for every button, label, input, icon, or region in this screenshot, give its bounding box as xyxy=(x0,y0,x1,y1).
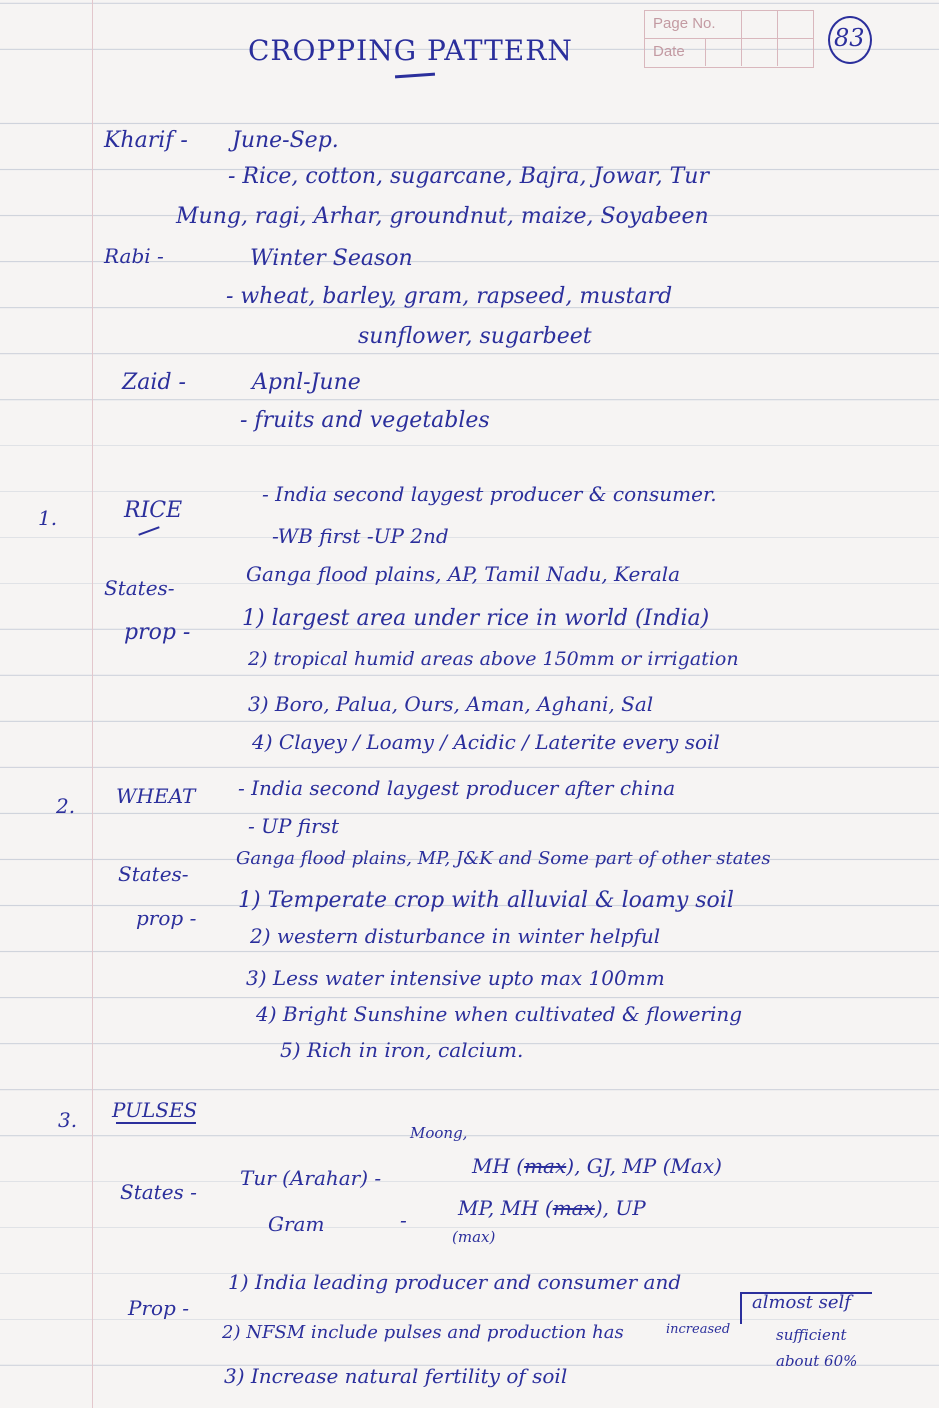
tur-states-part-a: MH ( xyxy=(472,1154,525,1178)
date-row xyxy=(645,39,813,66)
gram-strikethrough: max xyxy=(552,1196,595,1220)
pulses-prop-label: Prop - xyxy=(128,1296,189,1320)
rabi-crops-line-1: - wheat, barley, gram, rapseed, mustard xyxy=(226,284,673,309)
box-divider xyxy=(741,39,742,66)
wheat-prop-3: 3) Less water intensive upto max 100mm xyxy=(246,966,665,990)
rice-fact-2: -WB first -UP 2nd xyxy=(272,524,449,548)
box-divider xyxy=(741,11,742,38)
pulses-prop-1-side: almost self xyxy=(752,1292,851,1313)
tur-states-part-b: ), GJ, MP (Max) xyxy=(566,1154,722,1178)
wheat-prop-4: 4) Bright Sunshine when cultivated & flowering xyxy=(256,1002,743,1026)
pulses-prop-1: 1) India leading producer and consumer and xyxy=(228,1270,682,1294)
rice-prop-label: prop - xyxy=(124,620,191,645)
kharif-crops-line-2: Mung, ragi, Arhar, groundnut, maize, Soyabeen xyxy=(176,204,709,229)
rice-prop-1: 1) largest area under rice in world (India) xyxy=(242,606,710,631)
wheat-fact-1: - India second laygest producer after china xyxy=(238,776,676,800)
page-title: CROPPING PATTERN xyxy=(248,34,573,67)
box-divider xyxy=(705,39,706,66)
page-info-box xyxy=(644,10,814,68)
gram-states-part-a: MP, MH ( xyxy=(458,1196,553,1220)
pulses-gram-dash: - xyxy=(400,1208,407,1232)
wheat-fact-2: - UP first xyxy=(248,814,339,838)
rabi-label: Rabi - xyxy=(104,244,164,268)
pulses-prop-2-side-1: sufficient xyxy=(776,1326,847,1344)
page-number: 83 xyxy=(834,24,865,52)
rice-states: Ganga flood plains, AP, Tamil Nadu, Kerala xyxy=(246,562,681,586)
rice-prop-2: 2) tropical humid areas above 150mm or irrigation xyxy=(248,648,739,670)
wheat-prop-5: 5) Rich in iron, calcium. xyxy=(280,1038,524,1062)
kharif-label: Kharif - xyxy=(104,128,188,153)
rice-fact-1: - India second laygest producer & consumer. xyxy=(262,482,717,506)
pulses-prop-2: 2) NFSM include pulses and production has xyxy=(222,1322,624,1343)
pulses-heading-underline xyxy=(116,1122,196,1124)
box-divider xyxy=(777,11,778,38)
rice-states-label: States- xyxy=(104,576,175,600)
page-no-label: Page No. xyxy=(653,15,716,32)
pulses-moong-note: Moong, xyxy=(410,1124,468,1142)
kharif-crops-line-1: - Rice, cotton, sugarcane, Bajra, Jowar, Tur xyxy=(228,164,709,189)
rabi-period: Winter Season xyxy=(250,246,413,271)
gram-states-part-b: ), UP xyxy=(594,1196,646,1220)
margin-line xyxy=(92,0,93,1408)
wheat-prop-label: prop - xyxy=(136,906,197,930)
pulses-gram-max-note: (max) xyxy=(452,1228,496,1246)
kharif-period: June-Sep. xyxy=(232,128,339,153)
wheat-prop-1: 1) Temperate crop with alluvial & loamy soil xyxy=(238,888,734,913)
pulses-prop-2-side-2: about 60% xyxy=(776,1352,858,1370)
rice-number: 1. xyxy=(38,506,58,530)
rice-heading-underline xyxy=(138,526,159,535)
pulses-gram-states xyxy=(458,1196,646,1220)
wheat-prop-2: 2) western disturbance in winter helpful xyxy=(250,924,661,948)
box-divider xyxy=(777,39,778,66)
title-underline xyxy=(395,73,435,79)
wheat-number: 2. xyxy=(56,794,76,818)
pulses-prop-3: 3) Increase natural fertility of soil xyxy=(224,1364,568,1388)
pulses-gram-label: Gram xyxy=(268,1212,325,1236)
zaid-label: Zaid - xyxy=(122,370,186,395)
pulses-prop-2-note: increased xyxy=(666,1322,731,1337)
page-number-circle xyxy=(828,16,872,64)
pulses-tur-states xyxy=(472,1154,722,1178)
rabi-crops-line-2: sunflower, sugarbeet xyxy=(358,324,592,349)
wheat-states: Ganga flood plains, MP, J&K and Some part of other states xyxy=(236,848,771,869)
date-label: Date xyxy=(653,43,685,60)
page-no-row xyxy=(645,11,813,39)
zaid-period: Apnl-June xyxy=(252,370,361,395)
pulses-states-label: States - xyxy=(120,1180,197,1204)
tur-strikethrough: max xyxy=(524,1154,567,1178)
rice-heading: RICE xyxy=(124,498,183,523)
pulses-heading: PULSES xyxy=(112,1098,198,1122)
wheat-states-label: States- xyxy=(118,862,189,886)
pulses-number: 3. xyxy=(58,1108,78,1132)
rice-prop-3: 3) Boro, Palua, Ours, Aman, Aghani, Sal xyxy=(248,692,654,716)
rice-prop-4: 4) Clayey / Loamy / Acidic / Laterite every soil xyxy=(252,730,720,754)
pulses-tur-label: Tur (Arahar) - xyxy=(240,1166,382,1190)
wheat-heading: WHEAT xyxy=(116,784,196,808)
zaid-crops: - fruits and vegetables xyxy=(240,408,490,433)
